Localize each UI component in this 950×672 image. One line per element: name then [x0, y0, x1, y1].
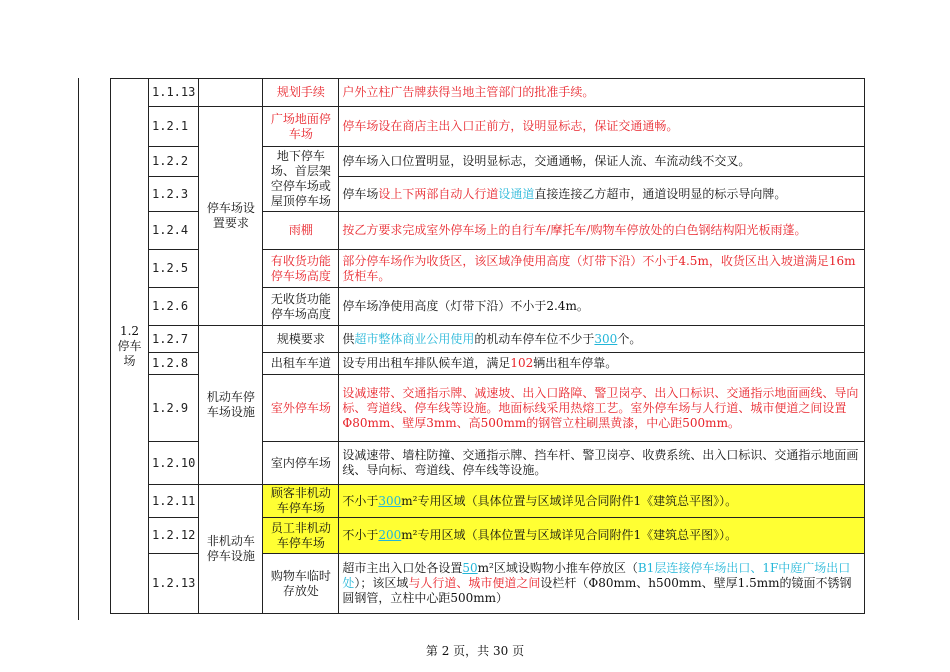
desc-part: B1层连接停车场出口、1F中庭广场出口处 — [342, 561, 851, 590]
desc-part: ）；该区域 — [354, 576, 409, 590]
desc-part: 超市整体商业公用使用 — [354, 331, 475, 346]
desc-part: 200 — [378, 528, 402, 542]
item-description — [339, 554, 865, 614]
row-number: 1.2.13 — [149, 554, 199, 614]
item-description: 停车场净使用高度（灯带下沿）不小于2.4m。 — [339, 288, 865, 326]
desc-part: 超市主出入口处各设置 — [342, 561, 463, 575]
row-number: 1.2.4 — [149, 212, 199, 250]
spec-table — [110, 78, 865, 614]
item-description: 停车场设在商店主出入口正前方，设明显标志，保证交通通畅。 — [339, 107, 865, 147]
item-description — [339, 518, 865, 554]
item-description: 停车场入口位置明显，设明显标志，交通通畅，保证人流、车流动线不交叉。 — [339, 147, 865, 177]
item-description: 部分停车场作为收货区，该区域净使用高度（灯带下沿）不小于4.5m，收货区出入坡道满足16m货柜车。 — [339, 250, 865, 288]
table-row — [111, 485, 865, 518]
item-description — [339, 326, 865, 353]
row-number: 1.1.13 — [149, 79, 199, 107]
item-description: 户外立柱广告牌获得当地主管部门的批准手续。 — [339, 79, 865, 107]
item-description — [339, 353, 865, 375]
section-name: 停车场 — [117, 338, 142, 368]
table-row — [111, 107, 865, 147]
category-parking-setup: 停车场设置要求 — [199, 107, 263, 326]
desc-part: 与人行道、城市便道之间 — [408, 576, 541, 590]
row-number: 1.2.3 — [149, 177, 199, 212]
row-number: 1.2.1 — [149, 107, 199, 147]
desc-part: 300 — [378, 493, 402, 508]
desc-part: 设栏杆（Φ80mm、h500mm、壁厚1.5mm的镜面不锈钢圆钢管，立柱中心距500mm） — [342, 576, 852, 605]
row-number: 1.2.8 — [149, 353, 199, 375]
row-number: 1.2.6 — [149, 288, 199, 326]
item-description — [339, 177, 865, 212]
desc-part: 的机动车停车位不少于 — [474, 331, 595, 346]
item-name: 规划手续 — [263, 79, 339, 107]
row-number: 1.2.9 — [149, 375, 199, 442]
left-margin-line — [78, 78, 79, 620]
table-row — [111, 326, 865, 353]
desc-part: 设通道 — [498, 186, 535, 201]
row-number: 1.2.12 — [149, 518, 199, 554]
item-description: 设减速带、交通指示牌、减速坡、出入口路障、警卫岗亭、出入口标识、交通指示地面画线、导向标、弯道线、停车线等设施。地面标线采用热熔工艺。室外停车场与人行道、城市便道之间设置Φ80mm、壁厚3mm、高500mm的钢管立柱刷黑黄漆，中心距500mm。 — [339, 375, 865, 442]
row-number: 1.2.5 — [149, 250, 199, 288]
item-name: 地下停车场、首层架空停车场或屋顶停车场 — [263, 147, 339, 212]
item-name: 无收货功能停车场高度 — [263, 288, 339, 326]
desc-part: 50 — [462, 561, 478, 575]
item-name: 出租车车道 — [263, 353, 339, 375]
desc-part: 停车场 — [342, 186, 379, 201]
section-number: 1.2 — [119, 323, 140, 338]
row-number: 1.2.11 — [149, 485, 199, 518]
item-description: 设减速带、墙柱防撞、交通指示牌、挡车杆、警卫岗亭、收费系统、出入口标识、交通指示地面画线、导向标、弯道线、停车线等设施。 — [339, 442, 865, 485]
category-motor-vehicle: 机动车停车场设施 — [199, 326, 263, 485]
desc-part: m²专用区域（具体位置与区域详见合同附件1《建筑总平图》）。 — [401, 493, 738, 508]
desc-part: 102 — [510, 356, 534, 370]
desc-part: 个。 — [617, 331, 642, 346]
desc-part: 不小于 — [342, 528, 379, 542]
item-name: 员工非机动车停车场 — [263, 518, 339, 554]
desc-part: 不小于 — [342, 493, 379, 508]
table-row — [111, 79, 865, 107]
desc-part: 辆出租车停靠。 — [533, 356, 618, 370]
item-name: 规模要求 — [263, 326, 339, 353]
category-non-motor: 非机动车停车设施 — [199, 485, 263, 614]
row-number: 1.2.10 — [149, 442, 199, 485]
page-footer: 第 2 页，共 30 页 — [425, 644, 525, 658]
desc-part: m²区域设购物小推车停放区（ — [477, 561, 638, 575]
row-number: 1.2.7 — [149, 326, 199, 353]
desc-part: 300 — [594, 331, 618, 346]
row-number: 1.2.2 — [149, 147, 199, 177]
item-name: 顾客非机动车停车场 — [263, 485, 339, 518]
desc-part: 设专用出租车排队候车道，满足 — [342, 356, 511, 370]
item-name: 广场地面停车场 — [263, 107, 339, 147]
desc-part: 直接连接乙方超市，通道设明显的标示导向牌。 — [534, 186, 787, 201]
item-description — [339, 485, 865, 518]
item-name: 室内停车场 — [263, 442, 339, 485]
desc-part: 设上下两部自动人行道 — [378, 186, 499, 201]
desc-part: 供 — [342, 331, 355, 346]
item-name: 购物车临时存放处 — [263, 554, 339, 614]
item-name: 雨棚 — [263, 212, 339, 250]
desc-part: m²专用区域（具体位置与区域详见合同附件1《建筑总平图》）。 — [401, 528, 738, 542]
item-name: 室外停车场 — [263, 375, 339, 442]
category-cell-empty — [199, 79, 263, 107]
item-description: 按乙方要求完成室外停车场上的自行车/摩托车/购物车停放处的白色钢结构阳光板雨蓬。 — [339, 212, 865, 250]
section-cell — [111, 79, 149, 614]
item-name: 有收货功能停车场高度 — [263, 250, 339, 288]
